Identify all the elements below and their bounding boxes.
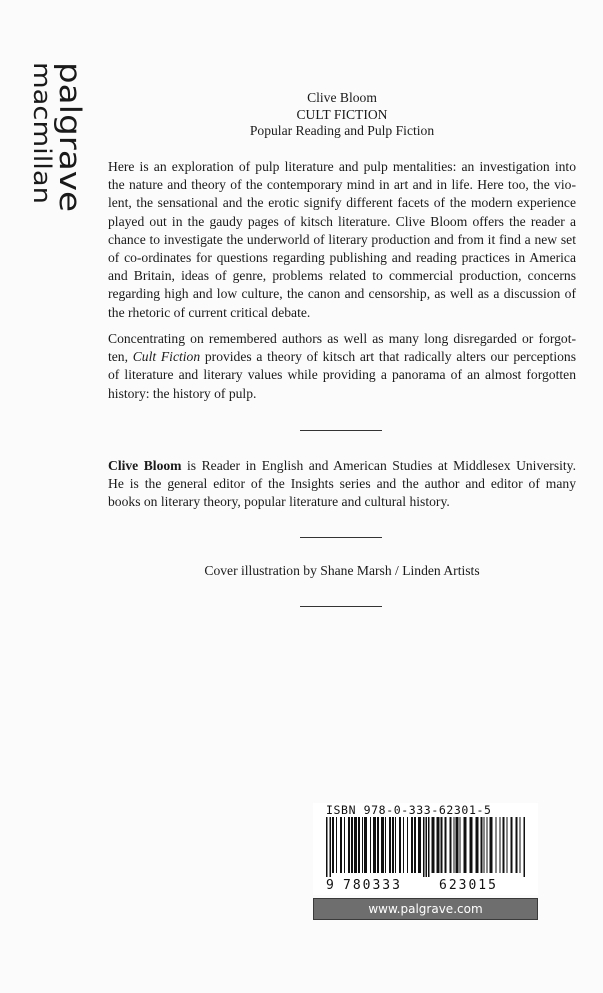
- barcode-bar: [476, 817, 479, 873]
- blurb-line: the nature and theory of the contemporary mind in art and in life. Here too, the vio-: [108, 177, 576, 193]
- divider-rule: [300, 606, 382, 607]
- publisher-logo: [28, 60, 92, 220]
- barcode-bar: [423, 817, 425, 877]
- blurb-line: Concentrating on remembered authors as well as many long disregarded or forgot-: [108, 331, 576, 346]
- bio-author-name: Clive Bloom: [108, 458, 182, 473]
- book-title-italic: Cult Fiction: [132, 349, 201, 365]
- barcode-bar: [354, 817, 357, 873]
- barcode-bar: [370, 817, 371, 873]
- barcode-bar: [456, 817, 459, 873]
- barcode-bar: [392, 817, 394, 873]
- barcode-bar: [481, 817, 483, 873]
- barcode-bar: [395, 817, 396, 873]
- blurb-line: of literature and literary values while providing a panorama of an almost forgotten: [108, 367, 576, 383]
- barcode-digit-group-1: 780333: [343, 878, 402, 893]
- website-box: [313, 898, 538, 920]
- blurb-line: Here is an exploration of pulp literature and pulp mentalities: an investigation into: [108, 159, 576, 174]
- barcode-digits: [313, 877, 538, 893]
- barcode-bar: [336, 817, 337, 873]
- isbn-barcode: [313, 803, 538, 895]
- barcode-bar: [373, 817, 376, 873]
- bio-line: He is the general editor of the Insights series and the author and editor of many: [108, 476, 576, 492]
- divider-rule: [300, 537, 382, 538]
- blurb-line: played out in the gaudy pages of kitsch literature. Clive Bloom offers the reader a: [108, 213, 576, 229]
- blurb-text: provides a theory of kitsch art that radically alters our perceptions: [200, 349, 576, 365]
- barcode-bar: [503, 817, 505, 873]
- barcode-bar: [432, 817, 435, 873]
- barcode-bar: [344, 817, 345, 873]
- barcode-bar: [364, 817, 367, 873]
- website-url: www.palgrave.com: [368, 902, 483, 916]
- book-header: [108, 90, 576, 140]
- barcode-bar: [414, 817, 416, 873]
- barcode-bar: [524, 817, 526, 877]
- barcode-bar: [358, 817, 360, 873]
- author-name: Clive Bloom: [307, 90, 377, 105]
- barcode-bar: [330, 817, 332, 877]
- logo-line-1: palgrave: [53, 62, 87, 190]
- barcode-bar: [399, 817, 401, 873]
- barcode-bar: [496, 817, 497, 873]
- barcode-bar: [500, 817, 501, 873]
- blurb-line: history: the history of pulp.: [108, 385, 257, 401]
- barcode-bar: [381, 817, 384, 873]
- barcode-bar: [507, 817, 508, 873]
- book-subtitle: Popular Reading and Pulp Fiction: [249, 123, 435, 138]
- barcode-bar: [340, 817, 342, 873]
- barcode-bar: [484, 817, 485, 873]
- barcode-bar: [377, 817, 379, 873]
- barcode-bar: [460, 817, 461, 873]
- blurb-paragraph-1: [108, 158, 576, 322]
- bio-line: books on literary theory, popular literature and cultural history.: [108, 494, 450, 510]
- barcode-bar: [511, 817, 513, 873]
- barcode-bar: [389, 817, 391, 873]
- blurb-line: chance to investigate the underworld of literary production and from it find a new set: [108, 231, 576, 247]
- blurb-line: regarding high and low culture, the canon and censorship, as well as a discussion of: [108, 286, 576, 302]
- barcode-bars: [313, 817, 538, 877]
- barcode-bar: [362, 817, 363, 873]
- barcode-bar: [437, 817, 440, 873]
- logo-line-2: macmillan: [28, 62, 56, 187]
- blurb-line: [108, 348, 576, 366]
- bio-line: [108, 457, 576, 475]
- blurb-line: lent, the sensational and the erotic signify different facets of the modern experience: [108, 195, 576, 211]
- blurb-line: and Britain, ideas of genre, problems related to commercial production, concerns: [108, 268, 576, 284]
- blurb-text: ten,: [108, 349, 133, 365]
- barcode-first-digit: 9: [326, 878, 334, 893]
- barcode-bar: [428, 817, 430, 877]
- barcode-bar: [490, 817, 493, 873]
- blurb-line: of co-ordinates for questions regarding publishing and reading practices in America: [108, 250, 576, 266]
- barcode-bar: [418, 817, 421, 873]
- isbn-label: ISBN 978-0-333-62301-5: [326, 803, 492, 817]
- barcode-bar: [464, 817, 467, 873]
- barcode-bar: [470, 817, 473, 873]
- barcode-bar: [332, 817, 334, 873]
- barcode-bar: [450, 817, 452, 873]
- barcode-bar: [411, 817, 413, 873]
- book-title: CULT FICTION: [296, 106, 388, 122]
- publisher-logo-svg: [28, 60, 92, 220]
- barcode-bar: [348, 817, 350, 873]
- barcode-bar: [385, 817, 386, 873]
- barcode-bar: [516, 817, 518, 873]
- author-bio: [108, 457, 576, 512]
- barcode-bar: [351, 817, 353, 873]
- barcode-bar: [445, 817, 447, 873]
- divider-rule: [300, 430, 382, 431]
- barcode-bar: [407, 817, 408, 873]
- bio-text: is Reader in English and American Studies at Middlesex University.: [181, 458, 576, 473]
- barcode-bar: [426, 817, 428, 877]
- barcode-bar: [441, 817, 443, 873]
- cover-credit: Cover illustration by Shane Marsh / Linden Artists: [204, 563, 480, 578]
- blurb-line: the rhetoric of current critical debate.: [108, 304, 311, 320]
- blurb-paragraph-2: [108, 330, 576, 403]
- barcode-bars-svg: [313, 817, 538, 877]
- barcode-digit-group-2: 623015: [439, 878, 498, 893]
- barcode-bar: [487, 817, 488, 873]
- barcode-bar: [326, 817, 328, 877]
- barcode-bar: [520, 817, 521, 873]
- barcode-bar: [403, 817, 404, 873]
- barcode-bar: [454, 817, 455, 873]
